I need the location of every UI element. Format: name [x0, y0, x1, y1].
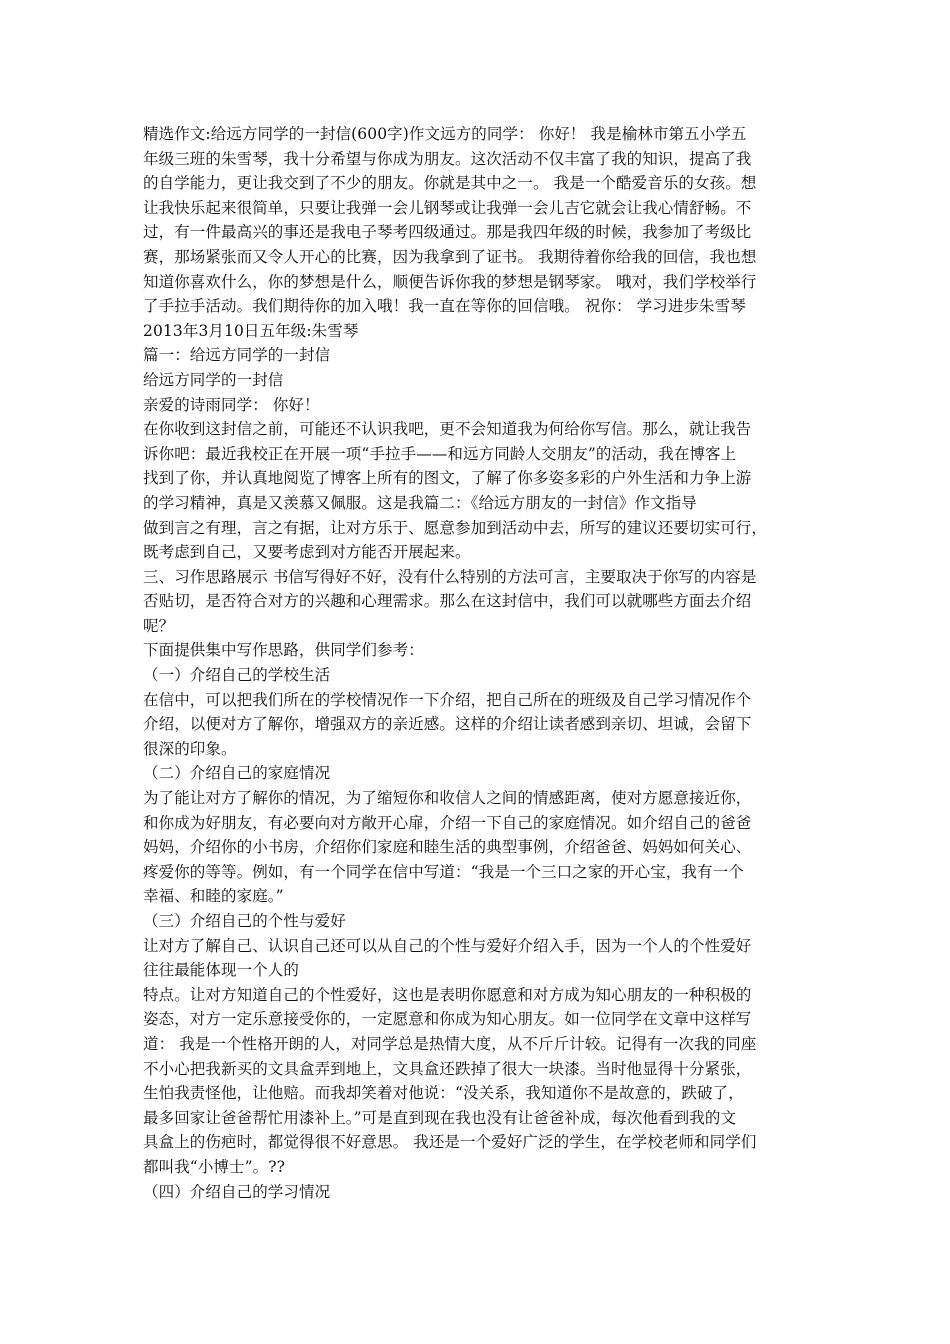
text-line: 了手拉手活动。我们期待你的加入哦！我一直在等你的回信哦。 祝你： 学习进步朱雪琴 [143, 297, 746, 316]
text-line: 的学习精神，真是又羡慕又佩服。这是我篇二：《给远方朋友的一封信》作文指导 [143, 493, 697, 512]
text-line: 过，有一件最高兴的事还是我电子琴考四级通过。那是我四年级的时候，我参加了考级比 [143, 223, 752, 242]
text-line: 知道你喜欢什么，你的梦想是什么，顺便告诉你我的梦想是钢琴家。 哦对，我们学校举行 [143, 272, 757, 291]
text-line: 让对方了解自己、认识自己还可以从自己的个性与爱好介绍入手，因为一个人的个性爱好 [143, 936, 752, 955]
text-line: 三、习作思路展示 书信写得好不好，没有什么特别的方法可言，主要取决于你写的内容是 [143, 567, 757, 586]
text-line: 不小心把我新买的文具盒弄到地上，文具盒还跌掉了很大一块漆。当时他显得十分紧张， [143, 1059, 752, 1078]
letter-title: 给远方同学的一封信 [143, 370, 284, 389]
subsection-heading: （一）介绍自己的学校生活 [143, 666, 331, 685]
text-line: 幸福、和睦的家庭。” [143, 887, 284, 906]
text-line: 年级三班的朱雪琴，我十分希望与你成为朋友。这次活动不仅丰富了我的知识，提高了我 [143, 149, 752, 168]
text-line: 特点。让对方知道自己的个性爱好，这也是表明你愿意和对方成为知心朋友的一种积极的 [143, 985, 752, 1004]
letter-salutation: 亲爱的诗雨同学： 你好！ [143, 395, 320, 414]
text-line: 赛，那场紧张而又令人开心的比赛，因为我拿到了证书。 我期待着你给我的回信，我也想 [143, 247, 757, 266]
subsection-heading: （三）介绍自己的个性与爱好 [143, 912, 346, 930]
text-line: 在你收到这封信之前，可能还不认识我吧，更不会知道我为何给你写信。那么，就让我告 [143, 420, 752, 439]
subsection-heading [143, 1204, 811, 1229]
text-line: 诉你吧：最近我校正在开展一项“手拉手——和远方同龄人交朋友”的活动，我在博客上 [143, 444, 737, 463]
text-line: 既考虑到自己，又要考虑到对方能否开展起来。 [143, 543, 471, 562]
text-line: 介绍，以便对方了解你，增强双方的亲近感。这样的介绍让读者感到亲切、坦诚，会留下 [143, 715, 752, 734]
text-line: 很深的印象。 [143, 739, 237, 758]
text-line: 姿态，对方一定乐意接受你的，一定愿意和你成为知心朋友。如一位同学在文章中这样写 [143, 1010, 752, 1029]
text-line: 最多回家让爸爸帮忙用漆补上。”可是直到现在我也没有让爸爸补成，每次他看到我的文 [143, 1108, 737, 1127]
document-body [143, 122, 811, 1229]
text-line: 妈妈，介绍你的小书房，介绍你们家庭和睦生活的典型事例，介绍爸爸、妈妈如何关心、 [143, 838, 752, 857]
text-line: 的自学能力，更让我交到了不少的朋友。你就是其中之一。 我是一个酷爱音乐的女孩。想 [143, 174, 757, 193]
text-line: 做到言之有理，言之有据，让对方乐于、愿意参加到活动中去，所写的建议还要切实可行， [143, 518, 768, 537]
text-line: 下面提供集中写作思路，供同学们参考： [143, 641, 424, 660]
text-line: 精选作文:给远方同学的一封信(600字)作文远方的同学： 你好！ 我是榆林市第五小学五 [143, 125, 747, 143]
text-line: 具盒上的伤疤时，都觉得很不好意思。 我还是一个爱好广泛的学生，在学校老师和同学们 [143, 1133, 757, 1152]
text-line: 让我快乐起来很简单，只要让我弹一会儿钢琴或让我弹一会儿吉它就会让我心情舒畅。不 [143, 198, 752, 217]
text-line: 疼爱你的等等。例如，有一个同学在信中写道：“我是一个三口之家的开心宝，我有一个 [143, 862, 744, 881]
section-heading: 篇一：给远方同学的一封信 [143, 346, 331, 365]
subsection-heading: （二）介绍自己的家庭情况 [143, 764, 331, 783]
text-line: 往往最能体现一个人的 [143, 961, 300, 980]
text-line: 找到了你，并认真地阅览了博客上所有的图文，了解了你多姿多彩的户外生活和力争上游 [143, 469, 752, 488]
text-line: 2013年3月10日五年级:朱雪琴 [143, 321, 359, 340]
text-line: 为了能让对方了解你的情况，为了缩短你和收信人之间的情感距离，使对方愿意接近你， [143, 789, 752, 808]
text-line: 生怕我责怪他，让他赔。而我却笑着对他说：“没关系，我知道你不是故意的，跌破了， [143, 1084, 744, 1103]
text-line: 在信中，可以把我们所在的学校情况作一下介绍，把自己所在的班级及自己学习情况作个 [143, 690, 752, 709]
text-line: 和你成为好朋友，有必要向对方敞开心扉，介绍一下自己的家庭情况。如介绍自己的爸爸 [143, 813, 752, 832]
text-line: （四）介绍自己的学习情况 [143, 1182, 331, 1201]
text-line: 都叫我“小博士”。?? [143, 1157, 286, 1176]
text-line: 否贴切，是否符合对方的兴趣和心理需求。那么在这封信中，我们可以就哪些方面去介绍 [143, 592, 752, 611]
text-line: 呢？ [143, 616, 175, 635]
text-line: 道： 我是一个性格开朗的人，对同学总是热情大度，从不斤斤计较。记得有一次我的同座 [143, 1034, 757, 1053]
